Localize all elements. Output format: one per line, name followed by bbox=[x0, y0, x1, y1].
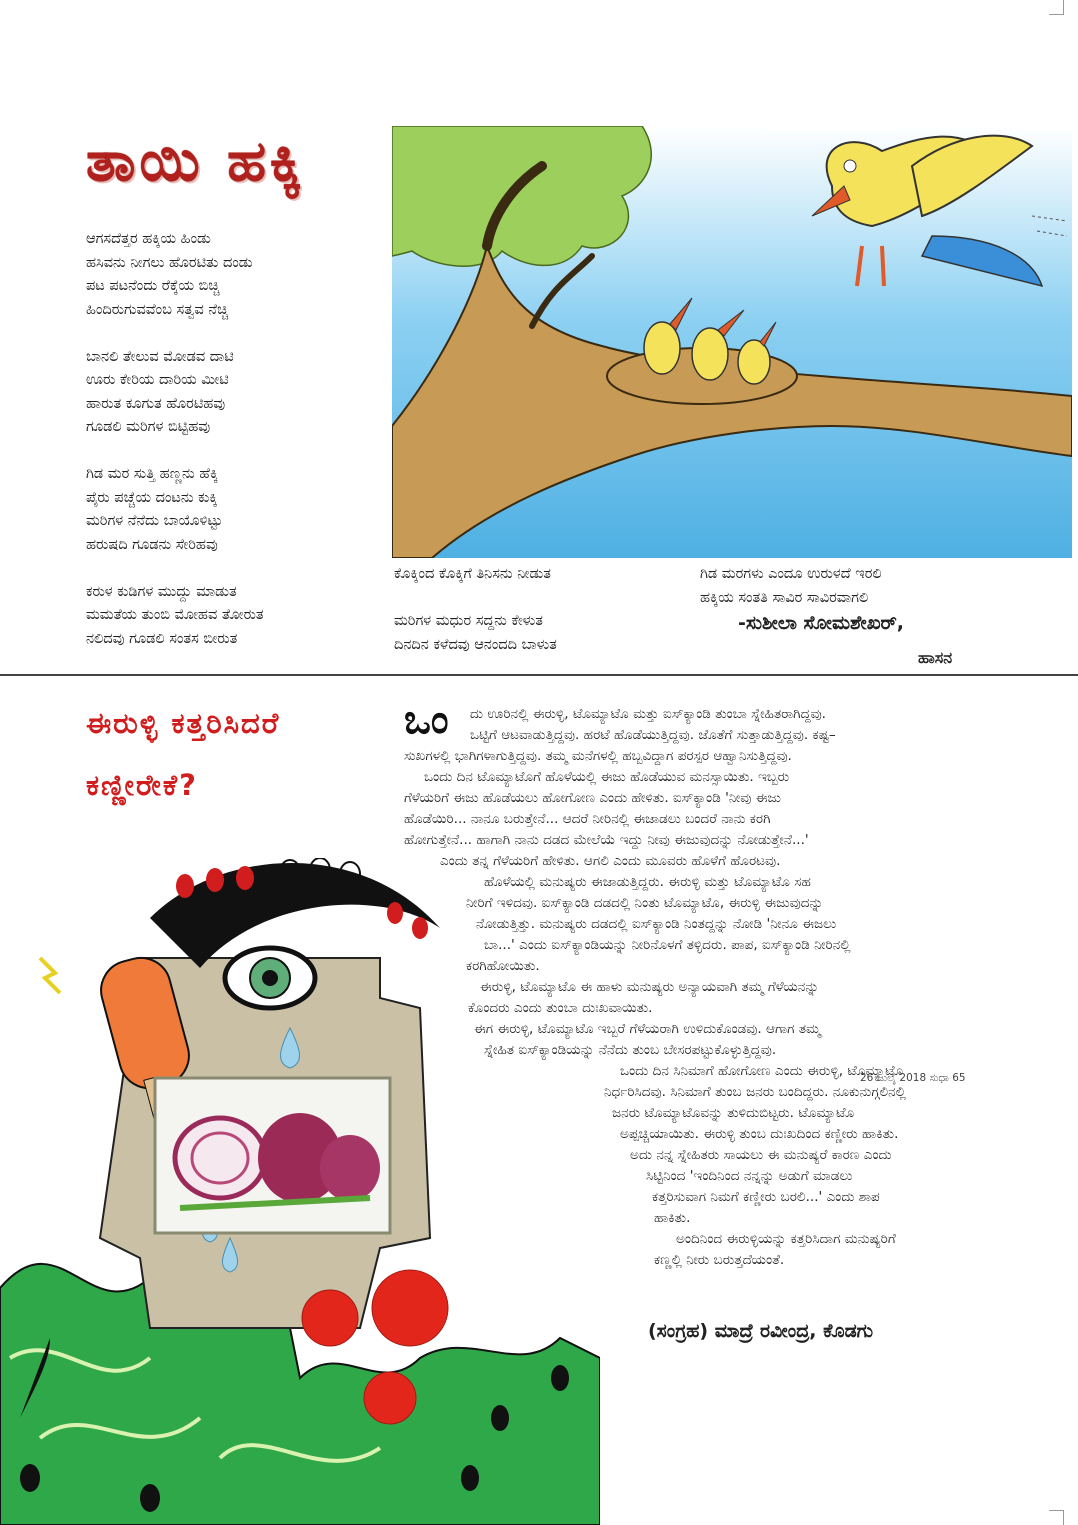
poem-column-3 bbox=[700, 563, 882, 610]
story-line: ಹೊಳೆಯಲ್ಲಿ ಮನುಷ್ಯರು ಈಜಾಡುತ್ತಿದ್ದರು. ಈರುಳ್ಳಿ ಮತ್ತು ಟೊಮ್ಯಾಟೊ ಸಹ bbox=[484, 874, 811, 890]
poem-line: ಮರಿಗಳ ನೆನೆದು ಬಾಯೊಳಿಟ್ಟು bbox=[86, 513, 223, 529]
story-line: ಈಗ ಈರುಳ್ಳಿ, ಟೊಮ್ಯಾಟೊ ಇಬ್ಬರೆ ಗೆಳೆಯರಾಗಿ ಉಳಿದುಕೊಂಡವು. ಆಗಾಗ ತಮ್ಮ bbox=[474, 1021, 821, 1037]
poem-line: ಮಮತೆಯ ತುಂಬಿ ಮೋಹವ ತೋರುತ bbox=[86, 607, 264, 623]
story-line: ಅಪ್ಪಚ್ಚಿಯಾಯಿತು. ಈರುಳ್ಳಿ ತುಂಬ ದುಃಖದಿಂದ ಕಣ್ಣೀರು ಹಾಕಿತು. bbox=[620, 1126, 899, 1142]
story-line: ಎಂದು ತನ್ನ ಗೆಳೆಯರಿಗೆ ಹೇಳಿತು. ಆಗಲಿ ಎಂದು ಮೂವರು ಹೊಳೆಗೆ ಹೊರಟವು. bbox=[440, 853, 781, 869]
tomato bbox=[302, 1290, 358, 1346]
story-line: ಬಾ...' ಎಂದು ಐಸ್‌ಕ್ಯಾಂಡಿಯನ್ನು ನೀರಿನೊಳಗೆ ತಳ್ಳಿದರು. ಪಾಪ, ಐಸ್‌ಕ್ಯಾಂಡಿ ನೀರಿನಲ್ಲಿ bbox=[484, 937, 851, 953]
story-line: ಗೆಳೆಯರಿಗೆ ಈಜು ಹೊಡೆಯಲು ಹೋಗೋಣ ಎಂದು ಹೇಳಿತು. ಐಸ್‌ಕ್ಯಾಂಡಿ 'ನೀವು ಈಜು bbox=[404, 790, 781, 806]
story-line: ಅಂದಿನಿಂದ ಈರುಳ್ಳಿಯನ್ನು ಕತ್ತರಿಸಿದಾಗ ಮನುಷ್ಯರಿಗೆ bbox=[676, 1231, 896, 1247]
poem-line: ಹಿಂದಿರುಗುವವೆಂಬ ಸತ್ವವ ನೆಚ್ಚಿ bbox=[86, 301, 229, 318]
story-line: ಹಾಕಿತು. bbox=[654, 1210, 691, 1226]
poem-column-1 bbox=[86, 228, 264, 651]
story-line: ಸುಖಗಳಲ್ಲಿ ಭಾಗಿಗಳಾಗುತ್ತಿದ್ದವು. ತಮ್ಮ ಮನೆಗಳಲ್ಲಿ ಹಬ್ಬವಿದ್ದಾಗ ಪರಸ್ಪರ ಆಹ್ವಾನಿಸುತ್ತಿದ್ದವು. bbox=[404, 748, 792, 764]
story-line: ದು ಊರಿನಲ್ಲಿ ಈರುಳ್ಳಿ, ಟೊಮ್ಯಾಟೊ ಮತ್ತು ಐಸ್‌ಕ್ಯಾಂಡಿ ತುಂಬಾ ಸ್ನೇಹಿತರಾಗಿದ್ದವು. bbox=[470, 706, 827, 722]
poem-line: ಹಕ್ಕಿಯ ಸಂತತಿ ಸಾವಿರ ಸಾವಿರವಾಗಲಿ bbox=[700, 589, 869, 606]
poem-line: ಹಸಿವನು ನೀಗಲು ಹೊರಟಿತು ದಂಡು bbox=[86, 254, 253, 271]
poem-line: ಗೂಡಲಿ ಮರಿಗಳ ಬಿಟ್ಟಿಹವು bbox=[86, 419, 211, 435]
story-dropcap: ಒಂ bbox=[404, 696, 449, 743]
eye-pupil bbox=[262, 970, 278, 986]
lightning-icon bbox=[40, 958, 60, 993]
poem-column-2 bbox=[394, 563, 557, 657]
section-divider bbox=[0, 674, 1078, 676]
poem-line: ಹಾರುತ ಕೂಗುತ ಹೊರಟಿಹವು bbox=[86, 395, 226, 412]
poem-line: ಬಾನಲಿ ತೇಲುವ ಮೋಡವ ದಾಟಿ bbox=[86, 348, 234, 365]
story-title-line-1: ಈರುಳ್ಳಿ ಕತ್ತರಿಸಿದರೆ bbox=[86, 706, 281, 740]
poem-line: ಮರಿಗಳ ಮಧುರ ಸದ್ದನು ಕೇಳುತ bbox=[394, 613, 543, 629]
story-line: ನೀರಿಗೆ ಇಳಿದವು. ಐಸ್‌ಕ್ಯಾಂಡಿ ದಡದಲ್ಲಿ ನಿಂತು ಟೊಮ್ಯಾಟೊ, ಈರುಳ್ಳಿ ಈಜುವುದನ್ನು bbox=[466, 895, 824, 911]
story-line: ಕಣ್ಣಲ್ಲಿ ನೀರು ಬರುತ್ತದೆಯಂತೆ. bbox=[654, 1252, 785, 1268]
poem-line: ಆಗಸದೆತ್ತರ ಹಕ್ಕಿಯ ಹಿಂಡು bbox=[86, 231, 211, 247]
story-line: ಅದು ನನ್ನ ಸ್ನೇಹಿತರು ಸಾಯಲು ಈ ಮನುಷ್ಯರೆ ಕಾರಣ ಎಂದು bbox=[630, 1147, 892, 1163]
poem-line: ಕರುಳ ಕುಡಿಗಳ ಮುದ್ದು ಮಾಡುತ bbox=[86, 583, 237, 600]
poem-title: ತಾಯಿ ಹಕ್ಕಿ bbox=[86, 128, 306, 194]
poem-line: ಊರು ಕೇರಿಯ ದಾರಿಯ ಮೀಟಿ bbox=[86, 372, 229, 388]
story-line: ಹೊಡೆಯಿರಿ... ನಾನೂ ಬರುತ್ತೇನೆ... ಆದರೆ ನೀರಿನಲ್ಲಿ ಈಜಾಡಲು ಬಂದರೆ ನಾನು ಕರಗಿ bbox=[404, 811, 771, 827]
story-line: ನಿರ್ಧರಿಸಿದವು. ಸಿನಿಮಾಗೆ ತುಂಬ ಜನರು ಬಂದಿದ್ದರು. ನೂಕುನುಗ್ಗಲಿನಲ್ಲಿ bbox=[604, 1084, 906, 1100]
story-line: ಹೋಗುತ್ತೇನೆ... ಹಾಗಾಗಿ ನಾನು ದಡದ ಮೇಲೆಯೆ ಇದ್ದು ನೀವು ಈಜುವುದನ್ನು ನೋಡುತ್ತೇನೆ...' bbox=[404, 832, 809, 848]
story-line: ಕತ್ತರಿಸುವಾಗ ನಿಮಗೆ ಕಣ್ಣೀರು ಬರಲಿ...' ಎಂದು ಶಾಪ bbox=[652, 1189, 880, 1205]
story-line: ಈರುಳ್ಳಿ, ಟೊಮ್ಯಾಟೊ ಈ ಹಾಳು ಮನುಷ್ಯರು ಅನ್ಯಾಯವಾಗಿ ತಮ್ಮ ಗೆಳೆಯನನ್ನು bbox=[480, 979, 820, 995]
tomato bbox=[364, 1372, 416, 1424]
story-line: ನೋಡುತ್ತಿತ್ತು. ಮನುಷ್ಯರು ದಡದಲ್ಲಿ ಐಸ್‌ಕ್ಯಾಂಡಿ ನಿಂತದ್ದನ್ನು ನೋಡಿ 'ನೀನೂ ಈಜಲು bbox=[476, 916, 837, 932]
poem-line: ಹರುಷದಿ ಗೂಡನು ಸೇರಿಹವು bbox=[86, 536, 218, 553]
story-line: ಸಿಟ್ಟಿನಿಂದ 'ಇಂದಿನಿಂದ ನನ್ನನ್ನು ಅಡುಗೆ ಮಾಡಲು bbox=[646, 1168, 853, 1184]
crop-mark-bottom bbox=[1049, 1510, 1064, 1525]
tomato bbox=[372, 1270, 448, 1346]
story-line: ಕರಗಿಹೋಯಿತು. bbox=[466, 958, 540, 974]
poem-line: ದಿನದಿನ ಕಳೆದವು ಆನಂದದಿ ಬಾಳುತ bbox=[394, 636, 557, 653]
crop-mark-top bbox=[1049, 0, 1064, 15]
story-line: ಜನರು ಟೊಮ್ಯಾಟೊವನ್ನು ತುಳಿದುಬಿಟ್ಟರು. ಟೊಮ್ಯಾಟೊ bbox=[612, 1105, 855, 1121]
poem-place: ಹಾಸನ bbox=[918, 648, 953, 667]
poem-line: ಪೈರು ಪಚ್ಚೆಯ ದಂಟನು ಕುಕ್ಕಿ bbox=[86, 489, 218, 506]
whole-onion bbox=[320, 1135, 380, 1201]
poem-line: ಕೊಕ್ಕಿಂದ ಕೊಕ್ಕಿಗೆ ತಿನಿಸನು ನೀಡುತ bbox=[394, 566, 551, 582]
story-title-line-2: ಕಣ್ಣೀರೇಕೆ? bbox=[86, 768, 198, 802]
poem-line: ಪಟ ಪಟನೆಂದು ರೆಕ್ಕೆಯ ಬಿಚ್ಚಿ bbox=[86, 278, 220, 294]
poem-line: ಗಿಡ ಮರಗಳು ಎಂದೂ ಉರುಳದೆ ಇರಲಿ bbox=[700, 566, 882, 582]
page-number: 26 ಜುಲೈ 2018 ಸುಧಾ 65 bbox=[860, 1072, 966, 1084]
sliced-onion bbox=[175, 1118, 265, 1198]
poem-line: ನಲಿದವು ಗೂಡಲಿ ಸಂತಸ ಬೀರುತ bbox=[86, 630, 238, 647]
story-line: ಒಟ್ಟಿಗೆ ಆಟವಾಡುತ್ತಿದ್ದವು. ಹರಟೆ ಹೊಡೆಯುತ್ತಿದ್ದವು. ಜೊತೆಗೆ ಸುತ್ತಾಡುತ್ತಿದ್ದವು. ಕಷ್ಟ– bbox=[470, 727, 836, 743]
story-line: ಕೊಂದರು ಎಂದು ತುಂಬಾ ದುಃಖವಾಯಿತು. bbox=[468, 1000, 653, 1016]
story-author: (ಸಂಗ್ರಹ) ಮಾದ್ರೆ ರವೀಂದ್ರ, ಕೊಡಗು bbox=[648, 1320, 873, 1342]
story-line: ಸ್ನೇಹಿತ ಐಸ್‌ಕ್ಯಾಂಡಿಯನ್ನು ನೆನೆದು ತುಂಬ ಬೇಸರಪಟ್ಟುಕೊಳ್ಳುತ್ತಿದ್ದವು. bbox=[484, 1042, 777, 1058]
story-line: ಒಂದು ದಿನ ಟೊಮ್ಯಾಟೊಗೆ ಹೊಳೆಯಲ್ಲಿ ಈಜು ಹೊಡೆಯುವ ಮನಸ್ಸಾಯಿತು. ಇಬ್ಬರು bbox=[424, 769, 790, 785]
bird-nest-cartoon bbox=[392, 126, 1072, 558]
story-line: ಒಂದು ದಿನ ಸಿನಿಮಾಗೆ ಹೋಗೋಣ ಎಂದು ಈರುಳ್ಳಿ, ಟೊಮ್ಯಾಟೊ bbox=[620, 1063, 904, 1079]
poem-author: -ಸುಶೀಲಾ ಸೋಮಶೇಖರ್, bbox=[738, 612, 904, 634]
poem-line: ಗಿಡ ಮರ ಸುತ್ತಿ ಹಣ್ಣನು ಹೆಕ್ಕಿ bbox=[86, 466, 219, 482]
